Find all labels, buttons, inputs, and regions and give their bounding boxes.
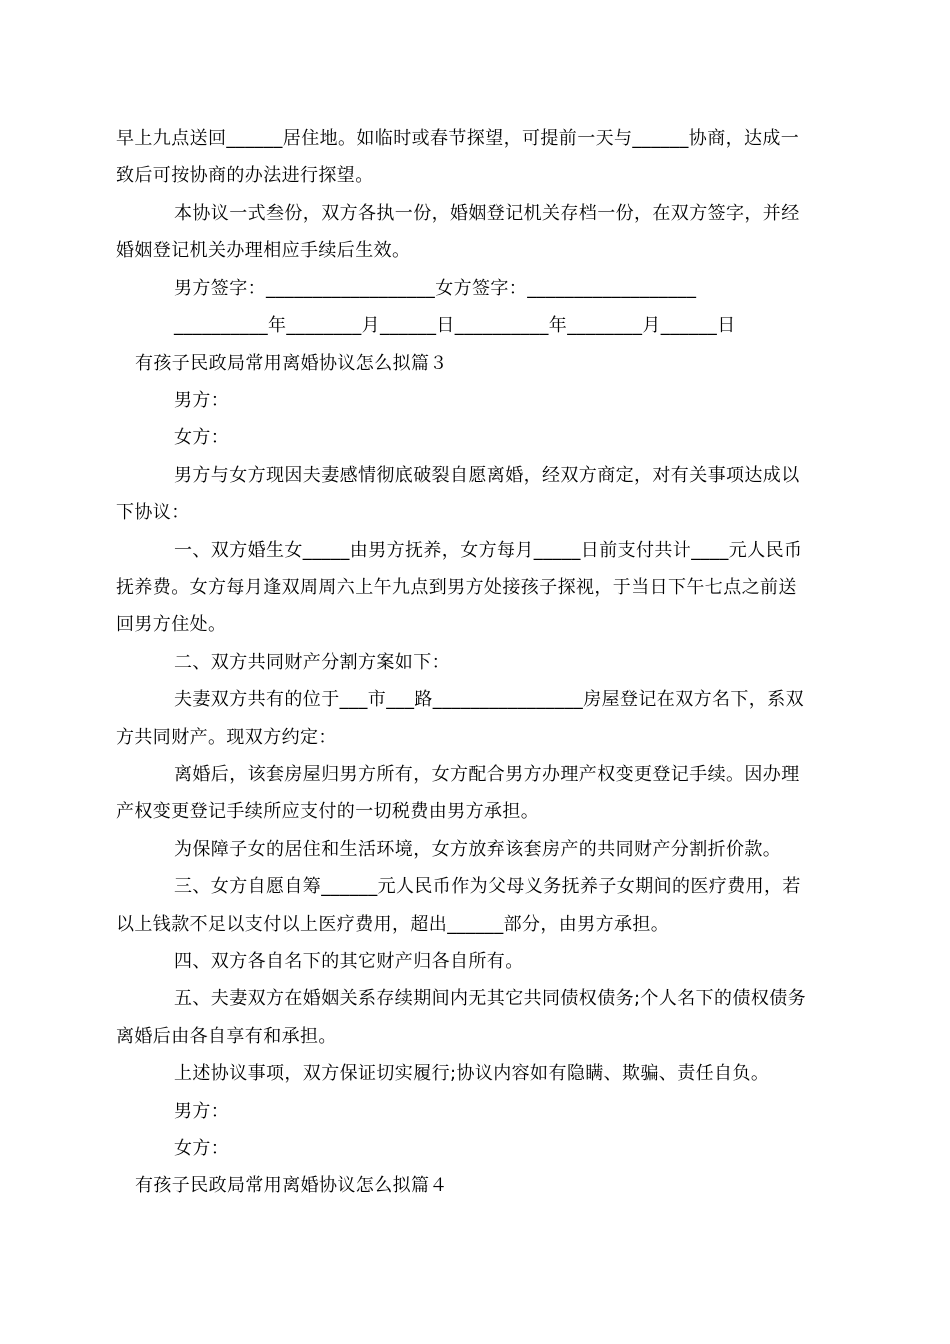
paragraph-line: 早上九点送回______居住地。如临时或春节探望，可提前一天与______协商，达成一 (116, 128, 800, 149)
paragraph-line: 男方与女方现因夫妻感情彻底破裂自愿离婚，经双方商定，对有关事项达成以 (174, 465, 800, 486)
paragraph-line: 离婚后由各自享有和承担。 (116, 1026, 337, 1047)
party-label: 女方： (174, 427, 230, 448)
paragraph-line: 四、双方各自名下的其它财产归各自所有。 (174, 951, 524, 972)
paragraph-line: 为保障子女的居住和生活环境，女方放弃该套房产的共同财产分割折价款。 (174, 839, 782, 860)
section-heading: 有孩子民政局常用离婚协议怎么拟篇４ (135, 1175, 448, 1196)
section-heading: 有孩子民政局常用离婚协议怎么拟篇３ (135, 353, 448, 374)
signature-line: 男方签字：__________________女方签字：__________________ (174, 278, 697, 299)
paragraph-line: 二、双方共同财产分割方案如下： (174, 652, 450, 673)
paragraph-line: 五、夫妻双方在婚姻关系存续期间内无其它共同债权债务;个人名下的债权债务 (174, 988, 807, 1009)
paragraph-line: 以上钱款不足以支付以上医疗费用，超出______部分，由男方承担。 (116, 914, 670, 935)
paragraph-line: 上述协议事项，双方保证切实履行;协议内容如有隐瞒、欺骗、责任自负。 (174, 1063, 770, 1084)
party-label: 女方： (174, 1138, 230, 1159)
paragraph-line: 婚姻登记机关办理相应手续后生效。 (116, 240, 411, 261)
paragraph-line: 回男方住处。 (116, 614, 227, 635)
date-line: __________年________月______日__________年________月______日 (174, 315, 736, 336)
paragraph-line: 一、双方婚生女_____由男方抚养，女方每月_____日前支付共计____元人民币 (174, 540, 803, 561)
paragraph-line: 本协议一式叁份，双方各执一份，婚姻登记机关存档一份，在双方签字，并经 (174, 203, 800, 224)
paragraph-line: 三、女方自愿自筹______元人民币作为父母义务抚养子女期间的医疗费用，若 (174, 876, 801, 897)
paragraph-line: 抚养费。女方每月逢双周周六上午九点到男方处接孩子探视，于当日下午七点之前送 (116, 577, 797, 598)
paragraph-line: 致后可按协商的办法进行探望。 (116, 165, 374, 186)
party-label: 男方： (174, 1101, 230, 1122)
paragraph-line: 夫妻双方共有的位于___市___路________________房屋登记在双方名下，系双 (174, 689, 804, 710)
paragraph-line: 方共同财产。现双方约定： (116, 727, 337, 748)
paragraph-line: 离婚后，该套房屋归男方所有，女方配合男方办理产权变更登记手续。因办理 (174, 764, 800, 785)
paragraph-line: 下协议： (116, 502, 190, 523)
party-label: 男方： (174, 390, 230, 411)
paragraph-line: 产权变更登记手续所应支付的一切税费由男方承担。 (116, 801, 540, 822)
